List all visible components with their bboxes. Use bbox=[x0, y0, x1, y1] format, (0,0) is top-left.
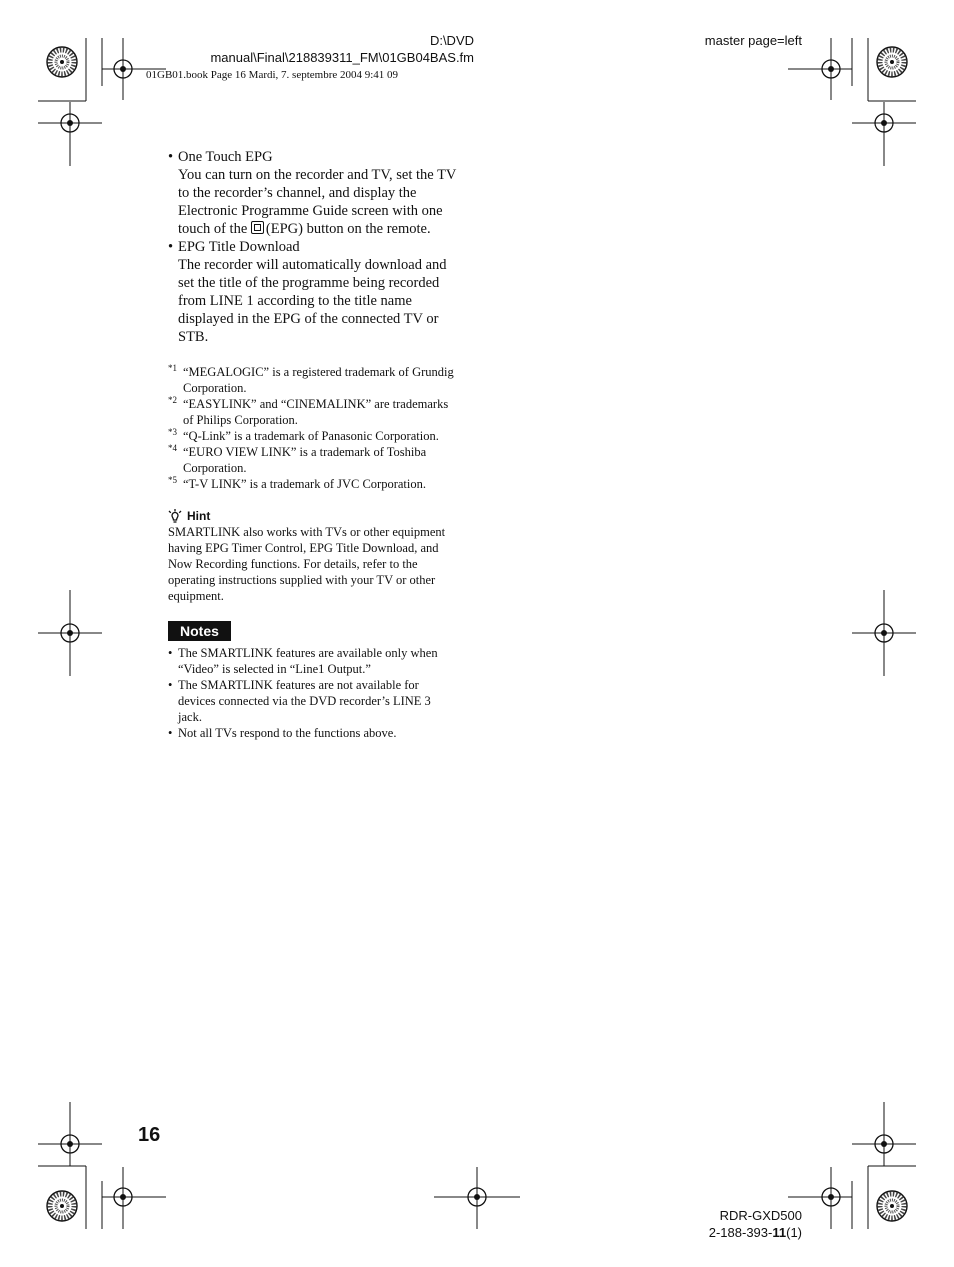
feature-line bbox=[178, 220, 478, 238]
page-number: 16 bbox=[138, 1124, 161, 1146]
hint-section bbox=[168, 508, 478, 604]
file-path-line1: D:\DVD bbox=[429, 33, 474, 48]
feature-title: EPG Title Download bbox=[178, 239, 300, 255]
footnote-line: “EASYLINK” and “CINEMALINK” are trademarks bbox=[183, 397, 449, 411]
footnote-line: “EURO VIEW LINK” is a trademark of Toshiba bbox=[183, 445, 427, 459]
footnote-2 bbox=[168, 396, 478, 428]
hint-line: Now Recording functions. For details, refer to the bbox=[168, 557, 418, 571]
part-code-bold: 11 bbox=[772, 1225, 787, 1240]
notes-heading: Notes bbox=[168, 621, 231, 641]
registration-mark-bottom-left bbox=[38, 1102, 166, 1229]
part-code-prefix: 2-188-393- bbox=[708, 1225, 773, 1240]
feature-line: from LINE 1 according to the title name bbox=[178, 293, 412, 309]
footnote-line: of Philips Corporation. bbox=[183, 413, 298, 427]
feature-epg-title-download bbox=[168, 238, 478, 346]
feature-title: One Touch EPG bbox=[178, 149, 273, 165]
bullet: • bbox=[168, 239, 174, 255]
file-path-line2: manual\Final\218839311_FM\01GB04BAS.fm bbox=[210, 50, 474, 65]
footnote-mark: *2 bbox=[168, 395, 177, 405]
note-item bbox=[168, 677, 478, 725]
note-line: jack. bbox=[178, 710, 202, 724]
registration-mark-mid-left bbox=[38, 590, 102, 676]
hint-line: SMARTLINK also works with TVs or other equipment bbox=[168, 525, 446, 539]
footnote-mark: *5 bbox=[168, 475, 177, 485]
footer-info bbox=[600, 1207, 802, 1241]
hint-line: operating instructions supplied with your TV or other bbox=[168, 573, 436, 587]
book-info: 01GB01.book Page 16 Mardi, 7. septembre 2004 9:41 09 bbox=[146, 69, 399, 81]
note-line: The SMARTLINK features are not available for bbox=[178, 678, 419, 692]
note-line: devices connected via the DVD recorder’s LINE 3 bbox=[178, 694, 431, 708]
footnote-line: Corporation. bbox=[183, 381, 247, 395]
bullet: • bbox=[168, 149, 174, 165]
main-column bbox=[168, 148, 478, 741]
footnote-line: “T-V LINK” is a trademark of JVC Corporation. bbox=[183, 477, 426, 491]
footnote-1 bbox=[168, 364, 478, 396]
registration-mark-bottom-right bbox=[788, 1102, 916, 1229]
footnote-line: “MEGALOGIC” is a registered trademark of Grundig bbox=[183, 365, 454, 379]
feature-line: to the recorder’s channel, and display the bbox=[178, 185, 417, 201]
hint-line: equipment. bbox=[168, 589, 224, 603]
model-number: RDR-GXD500 bbox=[719, 1208, 802, 1223]
registration-mark-mid-right bbox=[852, 590, 916, 676]
footnote-3 bbox=[168, 428, 478, 444]
note-item bbox=[168, 725, 478, 741]
note-line: Not all TVs respond to the functions above. bbox=[178, 726, 397, 740]
bullet: • bbox=[168, 646, 173, 660]
footnote-line: Corporation. bbox=[183, 461, 247, 475]
bullet: • bbox=[168, 678, 173, 692]
lightbulb-icon bbox=[168, 509, 182, 524]
footnote-mark: *1 bbox=[168, 363, 177, 373]
feature-line-start: touch of the bbox=[178, 221, 248, 237]
footnote-4 bbox=[168, 444, 478, 476]
notes-section bbox=[168, 621, 478, 741]
note-item bbox=[168, 645, 478, 677]
footnote-5 bbox=[168, 476, 478, 492]
feature-line: displayed in the EPG of the connected TV or bbox=[178, 311, 439, 327]
bullet: • bbox=[168, 726, 173, 740]
registration-mark-bottom-center bbox=[434, 1167, 520, 1229]
part-code bbox=[600, 1224, 802, 1241]
note-line: The SMARTLINK features are available only when bbox=[178, 646, 438, 660]
feature-one-touch-epg bbox=[168, 148, 478, 238]
hint-heading bbox=[168, 508, 478, 524]
part-code-suffix: (1) bbox=[786, 1225, 802, 1240]
footnote-mark: *4 bbox=[168, 443, 177, 453]
feature-list bbox=[168, 148, 478, 346]
feature-line: Electronic Programme Guide screen with one bbox=[178, 203, 443, 219]
registration-mark-top-right bbox=[788, 38, 916, 166]
footnote-mark: *3 bbox=[168, 427, 177, 437]
registration-mark-top-left bbox=[38, 38, 166, 166]
hint-label: Hint bbox=[187, 509, 211, 523]
note-line: “Video” is selected in “Line1 Output.” bbox=[178, 662, 371, 676]
feature-line-end: (EPG) button on the remote. bbox=[265, 221, 431, 237]
footnotes bbox=[168, 364, 478, 492]
epg-button-icon bbox=[251, 221, 264, 234]
feature-line: The recorder will automatically download and bbox=[178, 257, 447, 273]
file-path bbox=[160, 32, 474, 66]
notes-list bbox=[168, 645, 478, 741]
hint-body bbox=[168, 524, 478, 604]
hint-line: having EPG Timer Control, EPG Title Download, and bbox=[168, 541, 439, 555]
feature-line: STB. bbox=[178, 329, 209, 345]
footnote-line: “Q-Link” is a trademark of Panasonic Corporation. bbox=[183, 429, 439, 443]
feature-line: You can turn on the recorder and TV, set the TV bbox=[178, 167, 457, 183]
feature-line: set the title of the programme being recorded bbox=[178, 275, 440, 291]
master-page-label: master page=left bbox=[704, 33, 802, 48]
